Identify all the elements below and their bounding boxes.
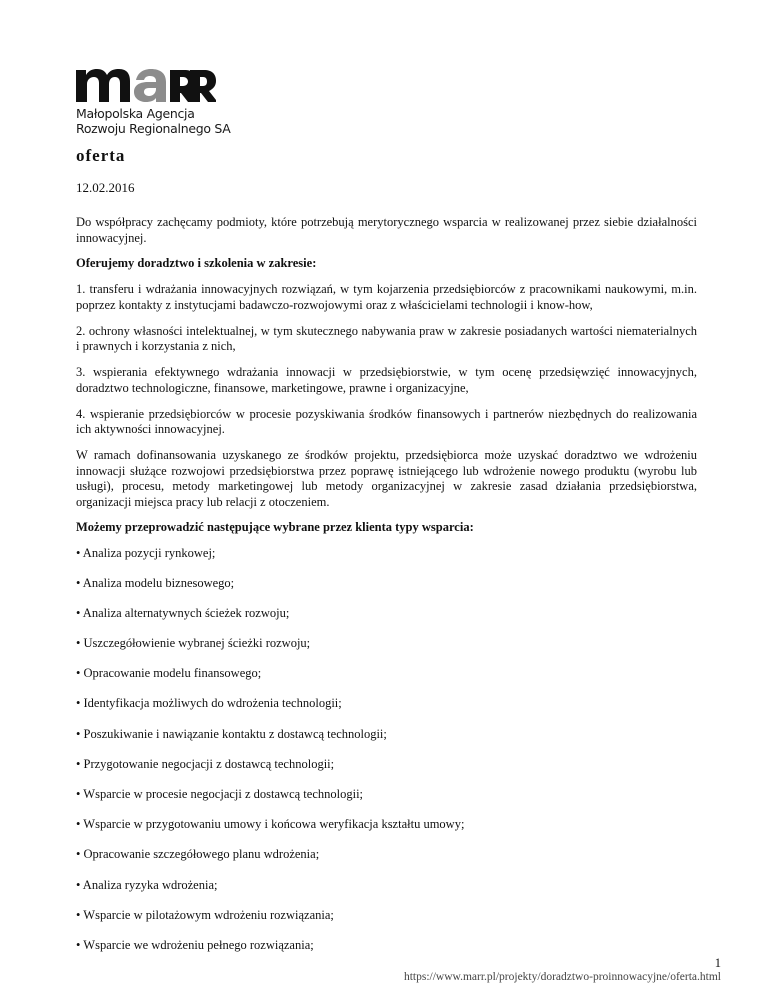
page-number: 1 — [714, 956, 721, 970]
support-item: • Analiza ryzyka wdrożenia; — [76, 877, 218, 892]
support-item: • Analiza modelu biznesowego; — [76, 575, 235, 590]
offer-item: 2. ochrony własności intelektualnej, w tym skutecznego nabywania praw w zakresie posiadanych wartości niematerialnych i prawnych i korzystania z nich, — [76, 323, 697, 353]
support-item: • Poszukiwanie i nawiązanie kontaktu z dostawcą technologii; — [76, 726, 387, 741]
document-date: 12.02.2016 — [76, 180, 135, 195]
support-item: • Uszczegółowienie wybranej ścieżki rozwoju; — [76, 636, 311, 651]
footer-url: https://www.marr.pl/projekty/doradztwo-proinnowacyjne/oferta.html — [403, 971, 721, 983]
document-body — [76, 140, 697, 968]
support-item: • Wsparcie we wdrożeniu pełnego rozwiązania; — [76, 937, 314, 952]
funding-paragraph: W ramach dofinansowania uzyskanego ze środków projektu, przedsiębiorca może uzyskać doradztwo we wdrożeniu innowacji służące rozwojowi przedsiębiorstwa przez poprawę istniejącego lub wdrożenie nowego produktu (wyrobu lub usługi), procesu, metody marketingowej lub metody organizacyjnej w zakresie zasad działania przedsiębiorstwa, organizacji miejsca pracy lub relacji z otoczeniem. — [76, 448, 697, 509]
offer-item: 1. transferu i wdrażania innowacyjnych rozwiązań, w tym kojarzenia przedsiębiorców z pracownikami naukowymi, m.in. poprzez kontakty z instytucjami badawczo-rozwojowymi oraz z właścicielami technologii i know-how, — [76, 282, 697, 312]
offer-heading: Oferujemy doradztwo i szkolenia w zakresie: — [76, 256, 317, 270]
marr-logo-mark — [76, 66, 216, 102]
support-item: • Wsparcie w procesie negocjacji z dostawcą technologii; — [76, 787, 364, 801]
support-item: • Przygotowanie negocjacji z dostawcą technologii; — [76, 756, 335, 771]
support-list — [76, 546, 697, 953]
intro-paragraph: Do współpracy zachęcamy podmioty, które potrzebują merytorycznego wsparcia w realizowanej przez siebie działalności innowacyjnej. — [76, 215, 697, 245]
support-heading: Możemy przeprowadzić następujące wybrane przez klienta typy wsparcia: — [76, 520, 474, 534]
page-title: oferta — [76, 146, 126, 165]
support-item: • Wsparcie w pilotażowym wdrożeniu rozwiązania; — [76, 907, 334, 922]
support-item: • Identyfikacja możliwych do wdrożenia technologii; — [76, 696, 342, 711]
support-item: • Analiza pozycji rynkowej; — [76, 545, 216, 560]
support-item: • Analiza alternatywnych ścieżek rozwoju; — [76, 605, 290, 620]
support-item: • Wsparcie w przygotowaniu umowy i końcowa weryfikacja kształtu umowy; — [76, 817, 465, 832]
logo-name-line2: Rozwoju Regionalnego SA — [76, 121, 231, 136]
marr-logo — [76, 66, 231, 138]
offer-item: 4. wspieranie przedsiębiorców w procesie pozyskiwania środków finansowych i partnerów niezbędnych do realizowania ich aktywności innowacyjnej. — [76, 406, 697, 436]
support-item: • Opracowanie modelu finansowego; — [76, 666, 262, 681]
offer-item: 3. wspierania efektywnego wdrażania innowacji w przedsiębiorstwie, w tym ocenę przedsięwzięć innowacyjnych, doradztwo technologiczne, finansowe, marketingowe, prawne i organizacyjne, — [76, 365, 697, 395]
logo-name-line1: Małopolska Agencja — [76, 106, 195, 121]
support-item: • Opracowanie szczegółowego planu wdrożenia; — [76, 847, 320, 862]
